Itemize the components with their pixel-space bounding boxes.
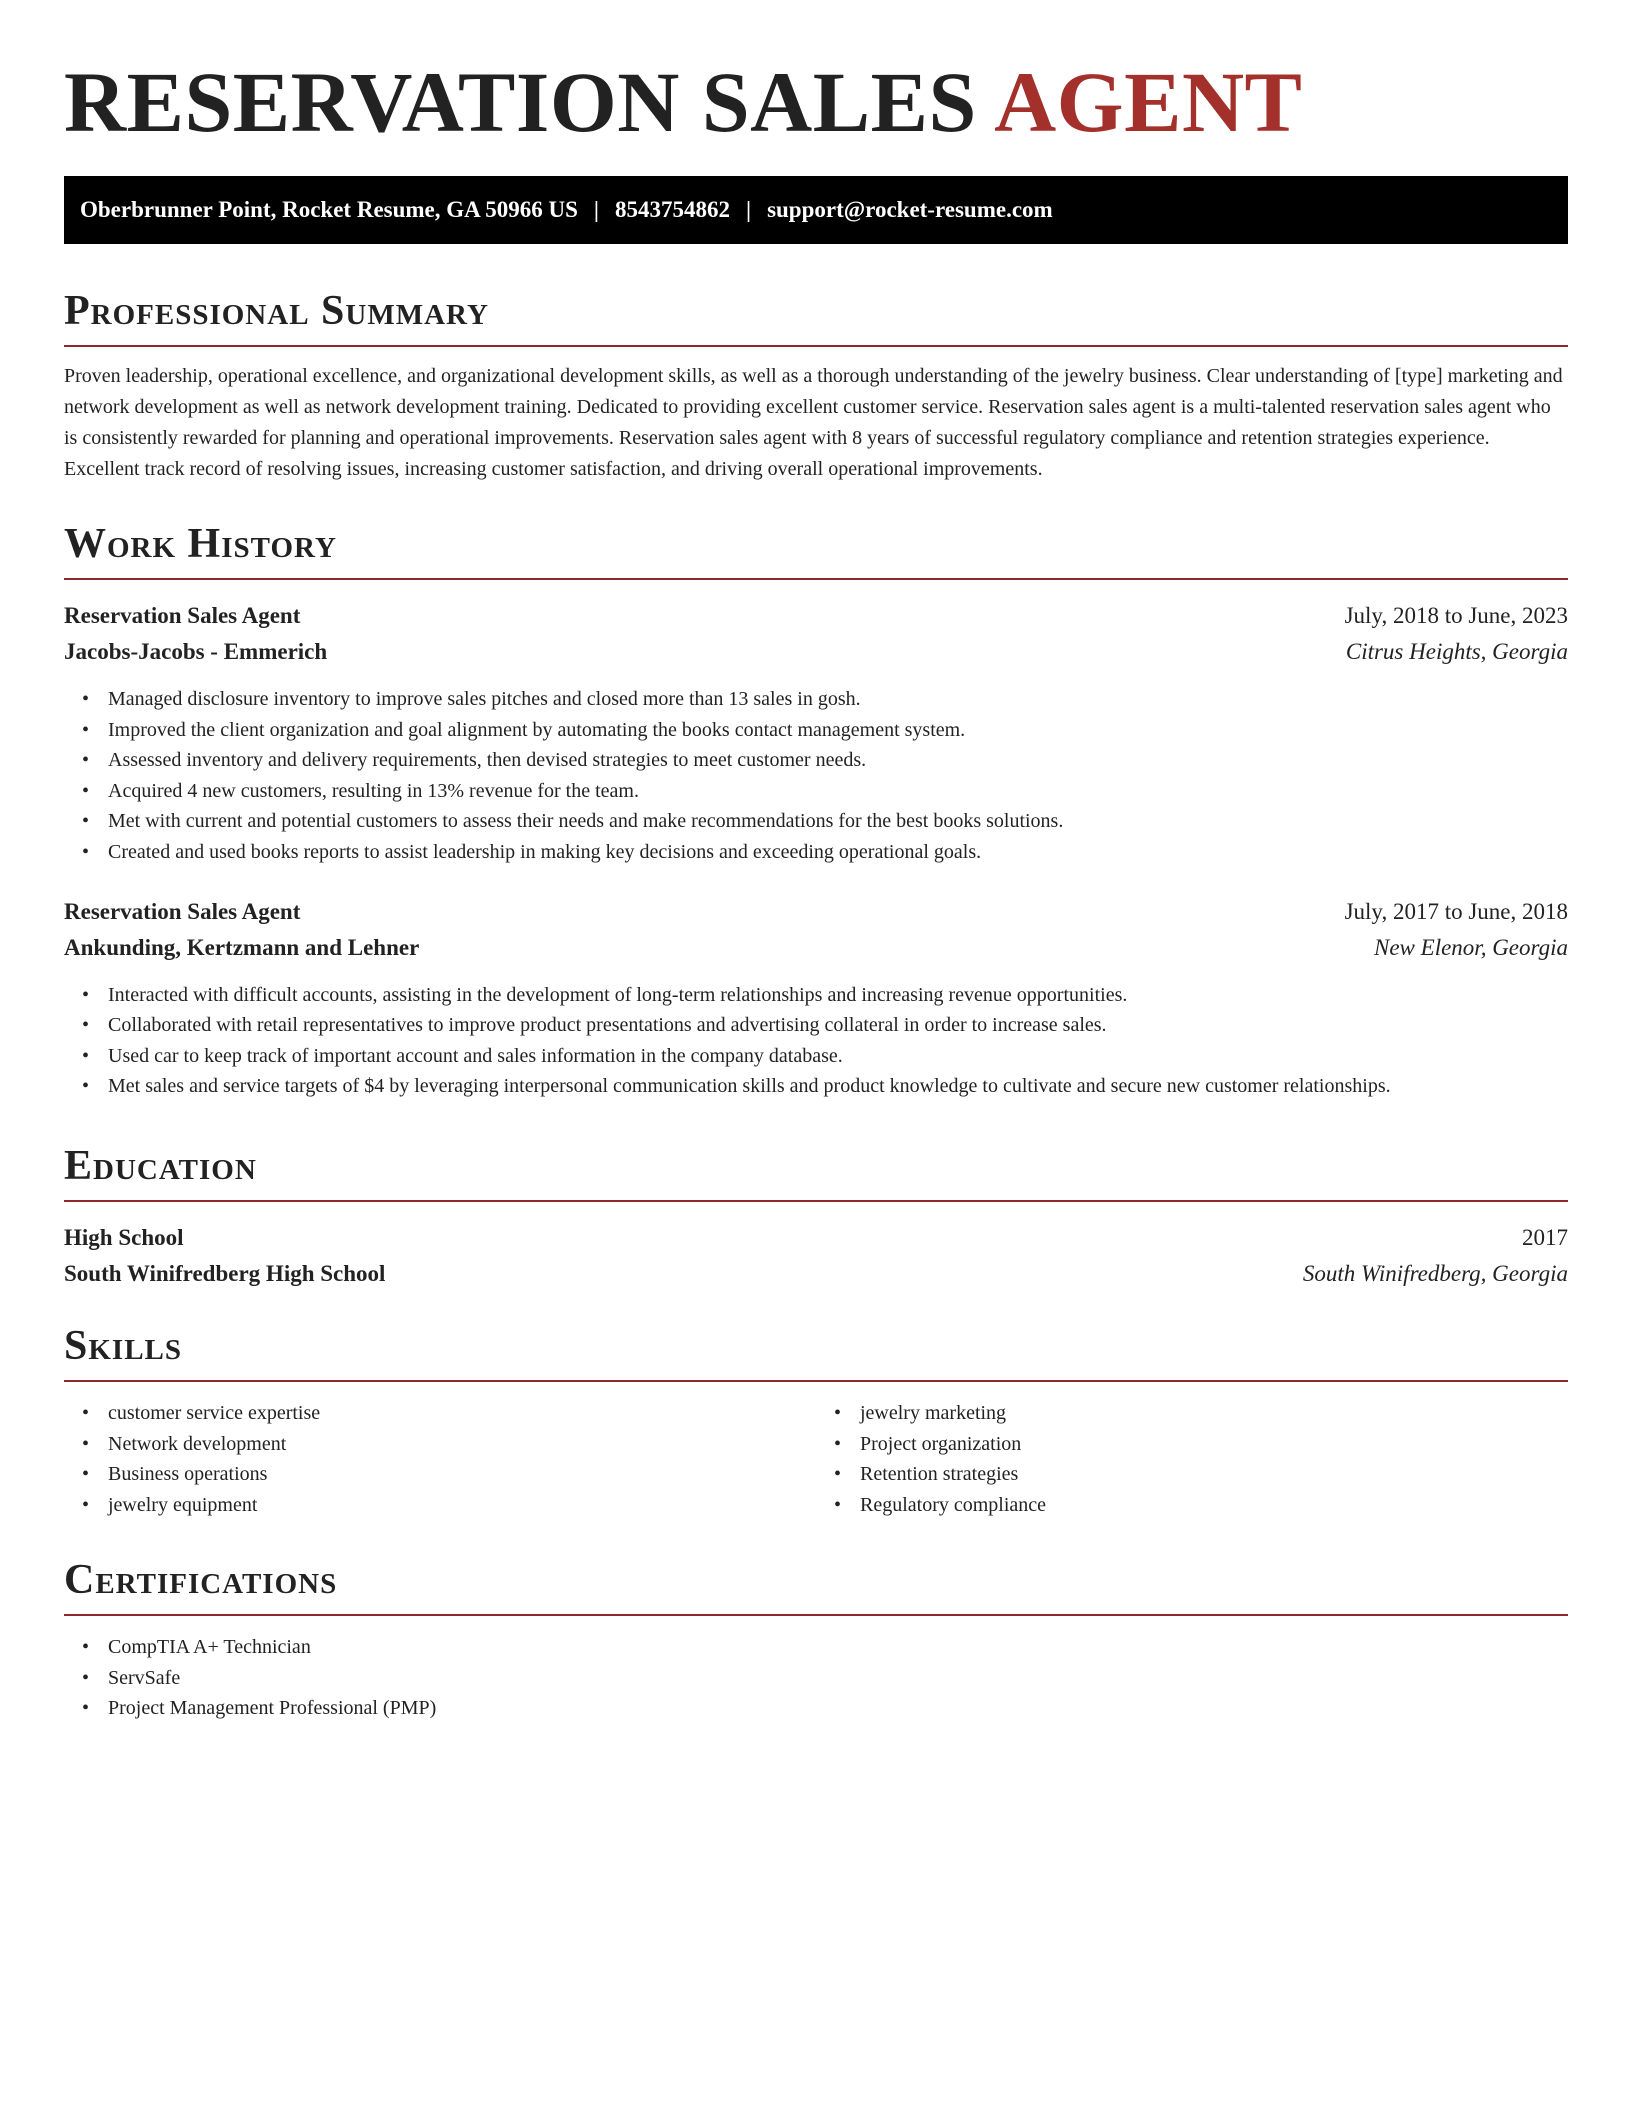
list-item: • Met sales and service targets of $4 by leveraging interpersonal communication skills and product knowledge to cultivate and secure new customer relationships. bbox=[108, 1071, 1568, 1102]
section-divider bbox=[64, 1200, 1568, 1202]
skill-item: • Business operations bbox=[108, 1459, 816, 1490]
contact-bar bbox=[64, 176, 1568, 244]
contact-email[interactable]: support@rocket-resume.com bbox=[767, 197, 1053, 222]
education-entry bbox=[64, 1220, 1568, 1292]
title-accent: AGENT bbox=[994, 54, 1303, 150]
section-title-education: Education bbox=[64, 1143, 257, 1189]
certification-item: • CompTIA A+ Technician bbox=[108, 1632, 1568, 1663]
job-role: Reservation Sales Agent bbox=[64, 898, 301, 924]
section-title-skills: Skills bbox=[64, 1323, 183, 1369]
skills-list-right bbox=[816, 1398, 1568, 1520]
certifications-section bbox=[64, 1555, 1568, 1724]
section-divider bbox=[64, 578, 1568, 580]
skill-item: • customer service expertise bbox=[108, 1398, 816, 1429]
skill-item: • Regulatory compliance bbox=[860, 1490, 1568, 1521]
skill-item: • jewelry marketing bbox=[860, 1398, 1568, 1429]
list-item: • Assessed inventory and delivery requirements, then devised strategies to meet customer needs. bbox=[108, 745, 1568, 776]
job-subheader bbox=[64, 634, 1568, 670]
contact-separator: | bbox=[593, 197, 599, 222]
skill-item: • Retention strategies bbox=[860, 1459, 1568, 1490]
resume-title bbox=[64, 52, 1302, 152]
education-school: South Winifredberg High School bbox=[64, 1261, 386, 1286]
section-divider bbox=[64, 345, 1568, 347]
title-main: RESERVATION SALES bbox=[64, 54, 977, 150]
job-dates: July, 2017 to June, 2018 bbox=[1344, 898, 1568, 924]
education-year: 2017 bbox=[1522, 1225, 1568, 1250]
job-bullets bbox=[64, 684, 1568, 868]
certifications-list bbox=[64, 1632, 1568, 1724]
section-title-certifications: Certifications bbox=[64, 1557, 338, 1603]
contact-phone[interactable]: 8543754862 bbox=[614, 197, 730, 222]
list-item: • Created and used books reports to assist leadership in making key decisions and exceeding operational goals. bbox=[108, 837, 1568, 868]
list-item: • Met with current and potential customers to assess their needs and make recommendations for the best books solutions. bbox=[108, 806, 1568, 837]
skill-item: • Network development bbox=[108, 1429, 816, 1460]
work-history-section bbox=[64, 519, 1568, 1102]
job-company: Jacobs-Jacobs - Emmerich bbox=[64, 639, 328, 664]
contact-address: Oberbrunner Point, Rocket Resume, GA 50966 US bbox=[80, 197, 578, 222]
job-header bbox=[64, 894, 1568, 930]
job-dates: July, 2018 to June, 2023 bbox=[1344, 603, 1568, 628]
summary-section bbox=[64, 286, 1568, 485]
list-item: • Acquired 4 new customers, resulting in 13% revenue for the team. bbox=[108, 776, 1568, 807]
education-degree: High School bbox=[64, 1225, 184, 1250]
list-item: • Used car to keep track of important account and sales information in the company database. bbox=[108, 1041, 1568, 1072]
section-divider bbox=[64, 1614, 1568, 1616]
job-entry bbox=[64, 894, 1568, 1102]
skills-list-left bbox=[64, 1398, 816, 1520]
skills-grid bbox=[64, 1382, 1568, 1520]
job-role: Reservation Sales Agent bbox=[64, 603, 301, 628]
summary-text: Proven leadership, operational excellence, and organizational development skills, as well as a thorough understanding of the jewelry business. Clear understanding of [type] marketing and network development as well as network development training. Dedicated to providing excellent customer service. Reservation sales agent is a multi-talented reservation sales agent who is consistently rewarded for planning and operational improvements. Reservation sales agent with 8 years of successful regulatory compliance and retention strategies experience. Excellent track record of resolving issues, increasing customer satisfaction, and driving overall operational improvements. bbox=[64, 365, 1563, 480]
list-item: • Improved the client organization and goal alignment by automating the books contact management system. bbox=[108, 715, 1568, 746]
job-location: New Elenor, Georgia bbox=[1374, 934, 1568, 960]
skills-section bbox=[64, 1321, 1568, 1520]
education-header bbox=[64, 1220, 1568, 1256]
job-entry bbox=[64, 598, 1568, 868]
list-item: • Collaborated with retail representatives to improve product presentations and advertising collateral in order to increase sales. bbox=[108, 1010, 1568, 1041]
list-item: • Interacted with difficult accounts, assisting in the development of long-term relationships and increasing revenue opportunities. bbox=[108, 980, 1568, 1011]
job-company: Ankunding, Kertzmann and Lehner bbox=[64, 934, 420, 960]
job-location: Citrus Heights, Georgia bbox=[1345, 639, 1568, 664]
certification-item: • ServSafe bbox=[108, 1663, 1568, 1694]
section-title-work-history: Work History bbox=[64, 521, 337, 567]
job-bullets bbox=[64, 980, 1568, 1102]
skill-item: • jewelry equipment bbox=[108, 1490, 816, 1521]
certification-item: • Project Management Professional (PMP) bbox=[108, 1693, 1568, 1724]
section-title-summary: Professional Summary bbox=[64, 288, 489, 334]
job-subheader bbox=[64, 930, 1568, 966]
education-location: South Winifredberg, Georgia bbox=[1302, 1261, 1568, 1286]
education-subheader bbox=[64, 1256, 1568, 1292]
list-item: • Managed disclosure inventory to improve sales pitches and closed more than 13 sales in gosh. bbox=[108, 684, 1568, 715]
job-header bbox=[64, 598, 1568, 634]
contact-separator: | bbox=[745, 197, 752, 222]
skill-item: • Project organization bbox=[860, 1429, 1568, 1460]
education-section bbox=[64, 1141, 1568, 1292]
